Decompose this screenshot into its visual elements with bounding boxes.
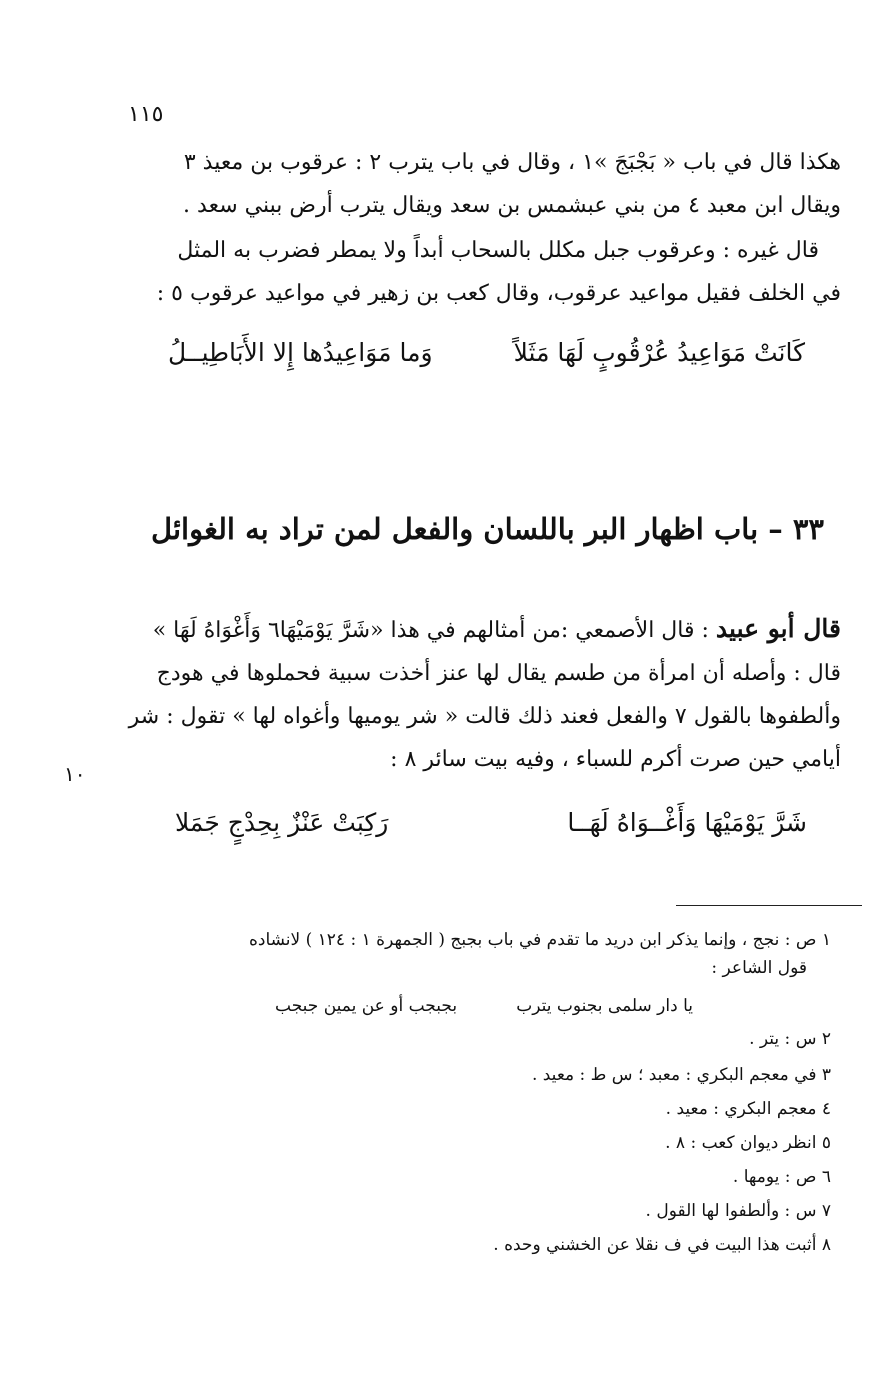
- footnote-verse-second: بجبجب أو عن يمين جبجب: [275, 996, 458, 1016]
- margin-line-number: ١٠: [64, 762, 86, 786]
- page-number: ١١٥: [128, 102, 164, 127]
- footnote-1: ١ ص : نجج ، وإنما يذكر ابن دريد ما تقدم في باب بجبج ( الجمهرة ١ : ١٢٤ ) لانشاده: [248, 930, 831, 950]
- paragraph-line-1: [153, 614, 841, 644]
- paragraph-line: وألطفوها بالقول ٧ والفعل فعند ذلك قالت « شر يوميها وأغواه لها » تقول : شر: [128, 704, 841, 729]
- footnote: ٦ ص : يومها .: [732, 1167, 831, 1187]
- text-line: هكذا قال في باب « بَجْبَجَ »١ ، وقال في باب يترب ٢ : عرقوب بن معيذ ٣: [183, 150, 841, 175]
- footnote-separator: [676, 905, 862, 906]
- footnote-verse-first: يا دار سلمى بجنوب يترب: [516, 996, 693, 1016]
- verse-1-second-hemistich: وَما مَوَاعِيدُها إِلا الأَبَاطِيــلُ: [168, 338, 433, 367]
- section-heading: ٣٣ – باب اظهار البر باللسان والفعل لمن تراد به الغوائل: [151, 512, 824, 546]
- paragraph-lead: قال أبو عبيد: [715, 614, 841, 643]
- footnote: ٨ أثبت هذا البيت في ف نقلا عن الخشني وحده .: [493, 1235, 831, 1255]
- text-line: ويقال ابن معبد ٤ من بني عبشمس بن سعد ويقال يترب أرض ببني سعد .: [183, 193, 841, 218]
- footnote: ٤ معجم البكري : معيد .: [665, 1099, 831, 1119]
- paragraph-line-rest: : قال الأصمعي :من أمثالهم في هذا «شَرَّ يَوْمَيْهَا٦ وَأَغْوَاهُ لَهَا »: [152, 618, 709, 643]
- footnote-1-continuation: قول الشاعر :: [711, 958, 807, 978]
- paragraph-line: قال : وأصله أن امرأة من طسم يقال لها عنز أخذت سبية فحملوها في هودج: [156, 661, 841, 686]
- footnote: ٧ س : وألطفوا لها القول .: [645, 1201, 831, 1221]
- paragraph-line: أيامي حين صرت أكرم للسباء ، وفيه بيت سائر ٨ :: [390, 747, 841, 772]
- verse-2-second-hemistich: رَكِبَتْ عَنْزٌ بِحِدْجٍ جَمَلا: [175, 808, 389, 837]
- verse-2-first-hemistich: شَرَّ يَوْمَيْهَا وَأَغْــوَاهُ لَهَــا: [567, 808, 807, 837]
- text-line: في الخلف فقيل مواعيد عرقوب، وقال كعب بن زهير في مواعيد عرقوب ٥ :: [156, 281, 841, 306]
- verse-1-first-hemistich: كَانَتْ مَوَاعِيدُ عُرْقُوبٍ لَهَا مَثَلاً: [513, 338, 805, 367]
- text-line: قال غيره : وعرقوب جبل مكلل بالسحاب أبداً ولا يمطر فضرب به المثل: [177, 238, 819, 263]
- footnote: ٥ انظر ديوان كعب : ٨ .: [665, 1133, 831, 1153]
- footnote: ٣ في معجم البكري : معبد ؛ س ط : معيد .: [531, 1065, 831, 1085]
- footnote: ٢ س : يتر .: [749, 1029, 831, 1049]
